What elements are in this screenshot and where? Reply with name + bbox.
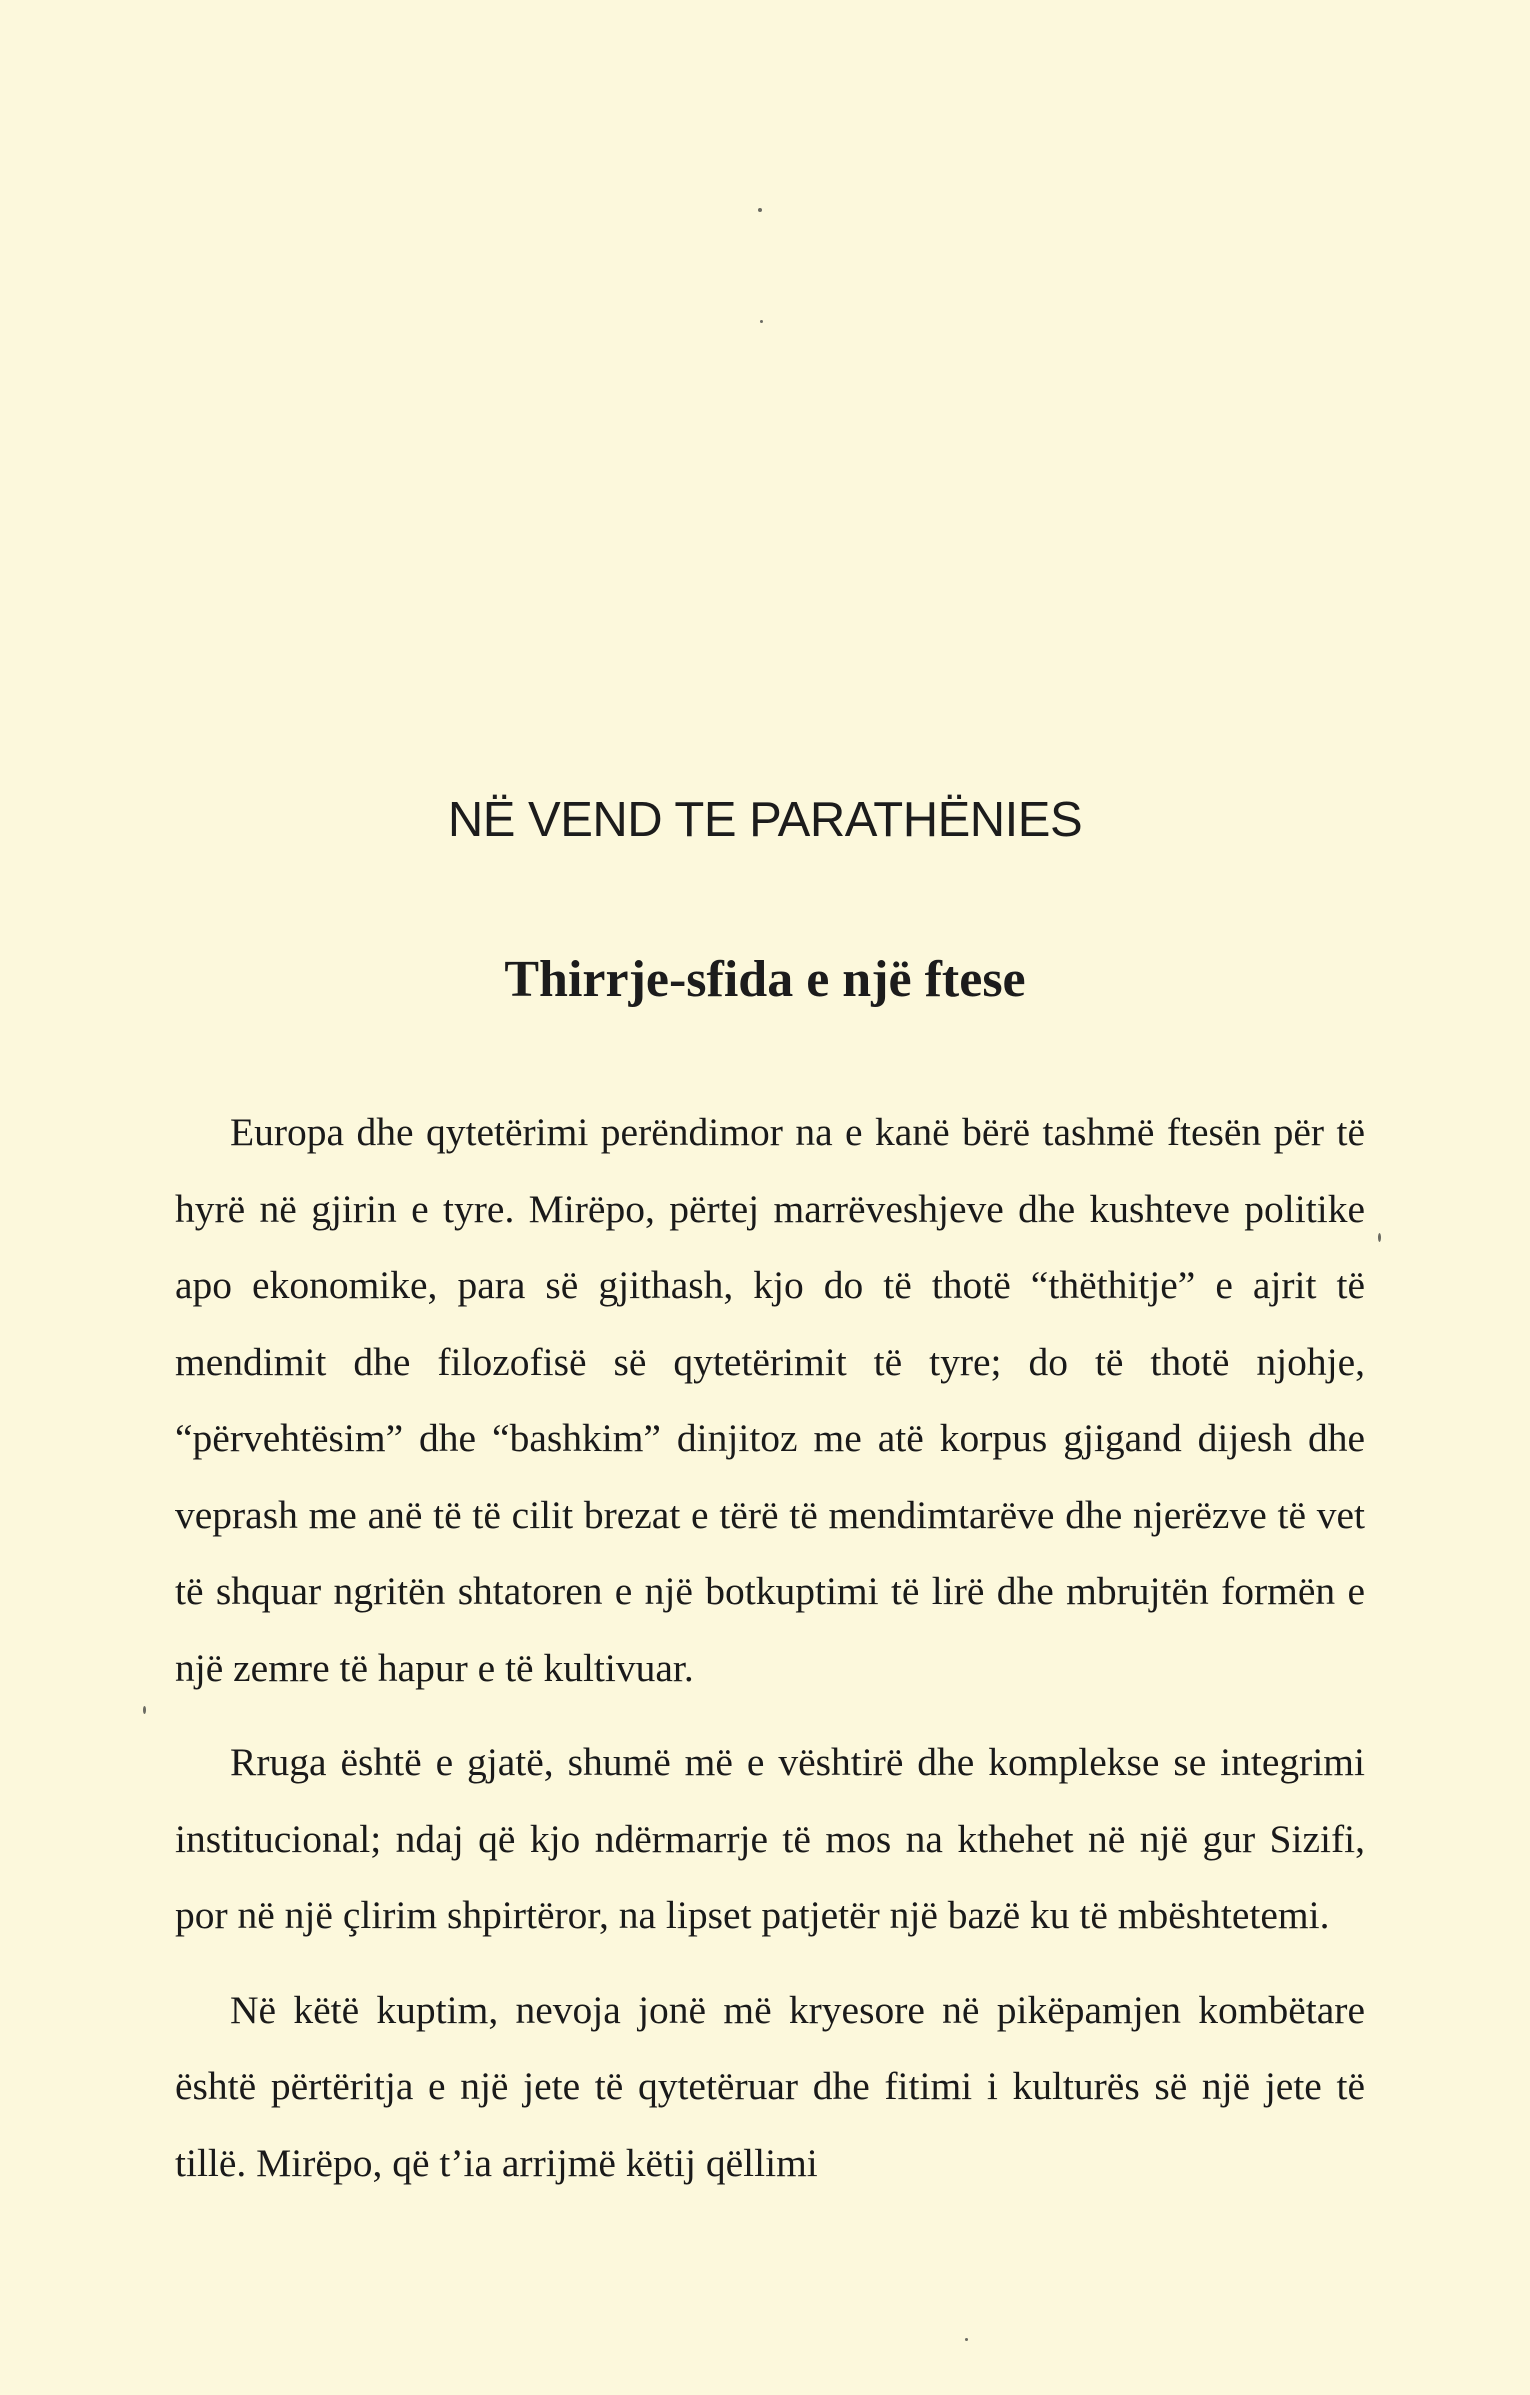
paragraph: Rruga është e gjatë, shumë më e vështirë dhe komplekse se integrimi institucional; ndaj që kjo ndërmarrje të mos na kthehet në një gur Sizifi, por në një çlirim shpirtëror, na lipset patjetër një bazë ku të mbështetemi. bbox=[175, 1740, 1365, 1937]
scan-speck bbox=[758, 208, 762, 212]
paragraph: Në këtë kuptim, nevoja jonë më kryesore në pikëpamjen kombëtare është përtëritja e një jete të qytetëruar dhe fitimi i kulturës së një jete të tillë. Mirëpo, që t’ia arrijmë këtij qëllimi bbox=[175, 1987, 1365, 2185]
scan-speck bbox=[760, 320, 763, 323]
chapter-title: NË VEND TE PARATHËNIES bbox=[447, 793, 1083, 847]
body-text bbox=[175, 1094, 1365, 2201]
paragraph: Europa dhe qytetërimi perëndimor na e kanë bërë tashmë ftesën për të hyrë në gjirin e tyre. Mirëpo, përtej marrëveshjeve dhe kushteve politike apo ekonomike, para së gjithash, kjo do të thotë “thëthitje” e ajrit të mendimit dhe filozofisë së qytetërimit të tyre; do të thotë njohje, “përvehtësim” dhe “bashkim” dinjitoz me atë korpus gjigand dijesh dhe veprash me anë të të cilit brezat e tërë të mendimtarëve dhe njerëzve të vet të shquar ngritën shtatoren e një botkuptimi të lirë dhe mbrujtën formën e një zemre të hapur e të kultivuar. bbox=[175, 1110, 1365, 1690]
scan-speck bbox=[143, 1706, 146, 1714]
scan-speck bbox=[1378, 1233, 1381, 1242]
scan-speck bbox=[965, 2338, 968, 2341]
chapter-subtitle: Thirrje-sfida e një ftese bbox=[504, 951, 1026, 1008]
